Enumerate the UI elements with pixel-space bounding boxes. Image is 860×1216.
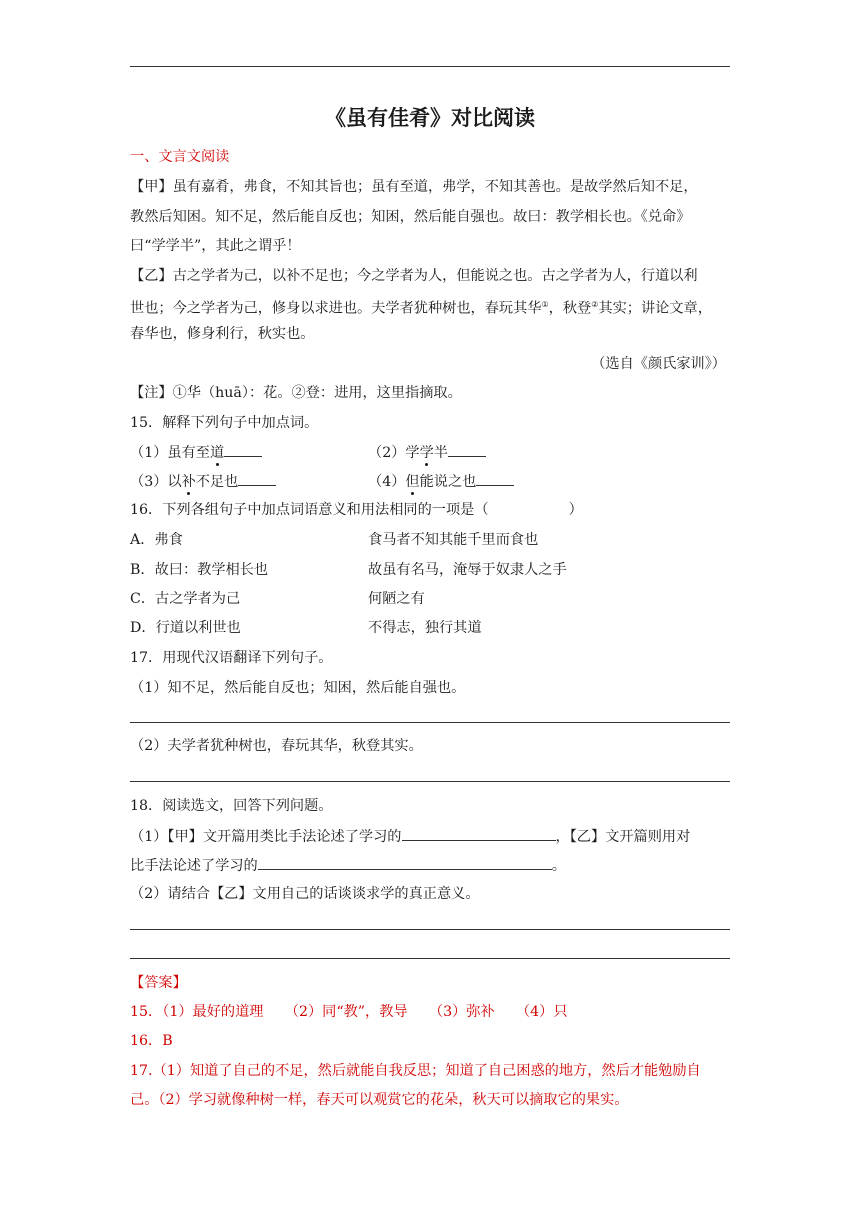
q15-item-3: （3）以补不足也 xyxy=(130,471,276,492)
yi-line-1: 【乙】古之学者为己，以补不足也；今之学者为人，但能说之也。古之学者为人，行道以利 xyxy=(130,268,698,284)
answers-label: 【答案】 xyxy=(130,975,187,991)
q17-sentence-2: （2）夫学者犹种树也，春玩其华，秋登其实。 xyxy=(130,738,423,754)
q16-option-a-right: 食马者不知其能千里而食也 xyxy=(368,532,539,548)
q18-stem: 18．阅读选文，回答下列问题。 xyxy=(130,798,333,814)
q16-option-d-right: 不得志，独行其道 xyxy=(368,620,482,636)
annotation-note: 【注】①华（huā）：花。②登：进用，这里指摘取。 xyxy=(130,385,462,401)
q16-option-c-left: C．古之学者为己 xyxy=(130,591,241,607)
jia-line-1: 【甲】虽有嘉肴，弗食，不知其旨也；虽有至道，弗学，不知其善也。是故学然后知不足， xyxy=(130,179,698,195)
q16-option-a-left: A．弗食 xyxy=(130,532,183,548)
answer-line-4 xyxy=(130,958,730,959)
answer-line-3 xyxy=(130,929,730,930)
q15-stem: 15．解释下列句子中加点词。 xyxy=(130,415,319,431)
answer-16: 16．B xyxy=(130,1033,173,1049)
answer-15: 15．（1）最好的道理 （2）同“教”，教导 （3）弥补 （4）只 xyxy=(130,1004,568,1020)
page-title: 《虽有佳肴》对比阅读 xyxy=(325,106,535,130)
q18-part-1-line-2: 比手法论述了学习的 。 xyxy=(130,855,566,876)
header-rule xyxy=(130,66,730,67)
answer-17-line-1: 17.（1）知道了自己的不足，然后就能自我反思；知道了自己困惑的地方，然后才能勉励自 xyxy=(130,1063,701,1079)
q17-stem: 17．用现代汉语翻译下列句子。 xyxy=(130,650,333,666)
yi-line-3: 春华也，修身利行，秋实也。 xyxy=(130,326,315,342)
q15-item-2: （2）学学半 xyxy=(368,442,486,463)
yi-line-2: 世也；今之学者为己，修身以求进也。夫学者犹种树也，春玩其华①，秋登②其实；讲论文章， xyxy=(130,300,712,317)
q16-option-b-left: B．故曰：教学相长也 xyxy=(130,562,269,578)
answer-line-2 xyxy=(130,781,730,782)
source-citation: （选自《颜氏家训》） xyxy=(591,356,726,372)
jia-line-2: 教然后知困。知不足，然后能自反也；知困，然后能自强也。故曰：教学相长也。《兑命》 xyxy=(130,209,691,225)
q16-option-b-right: 故虽有名马，淹辱于奴隶人之手 xyxy=(368,562,567,578)
q17-sentence-1: （1）知不足，然后能自反也；知困，然后能自强也。 xyxy=(130,680,466,696)
q18-part-2: （2）请结合【乙】文用自己的话谈谈求学的真正意义。 xyxy=(130,886,480,902)
q15-item-4: （4）但能说之也 xyxy=(368,471,514,492)
q16-option-c-right: 何陋之有 xyxy=(368,591,425,607)
jia-line-3: 曰“学学半”，其此之谓乎！ xyxy=(130,238,301,254)
answer-17-line-2: 己。（2）学习就像种树一样，春天可以观赏它的花朵，秋天可以摘取它的果实。 xyxy=(130,1092,629,1108)
answer-line-1 xyxy=(130,722,730,723)
q16-stem: 16．下列各组句子中加点词语意义和用法相同的一项是（ ） xyxy=(130,502,583,518)
q15-item-1: （1）虽有至道 xyxy=(130,442,262,463)
q18-part-1-line-1: （1）【甲】文开篇用类比手法论述了学习的 ，【乙】文开篇则用对 xyxy=(130,826,690,847)
q16-option-d-left: D．行道以利世也 xyxy=(130,620,241,636)
section-heading: 一、文言文阅读 xyxy=(130,149,230,165)
